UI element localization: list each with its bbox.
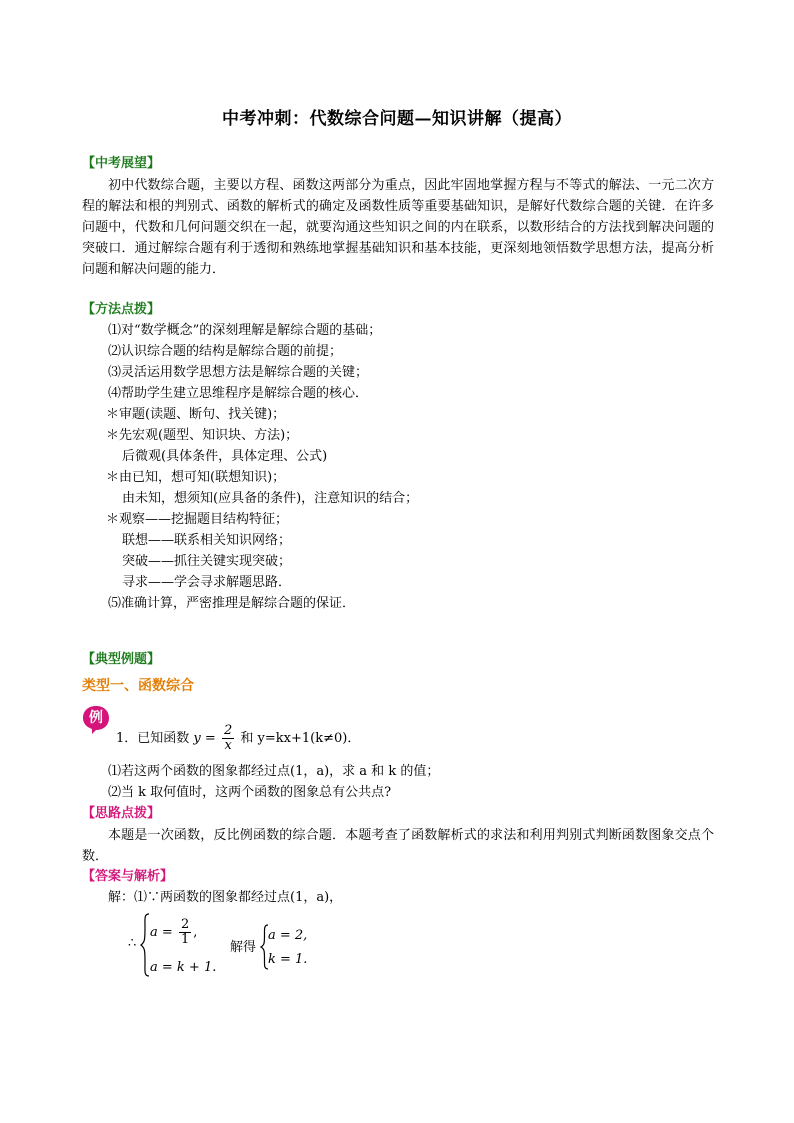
therefore-symbol: ∴ [128, 936, 137, 951]
system-one-row-two: a = k + 1. [150, 960, 217, 975]
method-line: ＊先宏观(题型、知识块、方法)； [106, 428, 299, 443]
problem-statement [116, 724, 360, 754]
fraction-denominator: x [224, 738, 232, 753]
outlook-paragraph: 初中代数综合题，主要以方程、函数这两部分为重点，因此牢固地掌握方程与不等式的解法、一元二次方程的解法和根的判别式、函数的解析式的确定及函数性质等重要基础知识，是解好代数综合题的关键．在许多问题中，代数和几何问题交织在一起，就要沟通这些知识之间的内在联系，以数形结合的方法找到解决问题的突破口．通过解综合题有利于透彻和熟练地掌握基础知识和基本技能，更深刻地领悟数学思想方法，提高分析问题和解决问题的能力． [82, 178, 714, 277]
sys1-denominator: 1 [180, 932, 190, 947]
method-line: 突破——抓往关键实现突破； [122, 554, 292, 569]
method-line: 后微观(具体条件，具体定理、公式) [122, 449, 328, 464]
examples-heading: 【典型例题】 [82, 652, 161, 667]
fraction-numerator: 2 [223, 723, 233, 738]
question-one: ⑴若这两个函数的图象都经过点(1，a)，求 a 和 k 的值； [108, 764, 440, 779]
method-line: ＊审题(读题、断句、找关键)； [106, 407, 286, 422]
method-line: ＊观察——挖掘题目结构特征； [106, 512, 289, 527]
method-line: ⑶灵活运用数学思想方法是解综合题的关键； [108, 365, 369, 380]
hint-text: 本题是一次函数，反比例函数的综合题．本题考查了函数解析式的求法和利用判别式判断函数图象交点个数． [82, 828, 714, 864]
system-two-row-one: a = 2, [268, 928, 308, 943]
method-line: 联想——联系相关知识网络； [122, 533, 292, 548]
left-brace-icon [140, 913, 150, 977]
problem-suffix: 和 y=kx+1(k≠0)． [240, 731, 361, 746]
method-line: 寻求——学会寻求解题思路． [122, 575, 292, 590]
system-two-row-two: k = 1. [268, 952, 308, 967]
problem-prefix: 1．已知函数 [116, 731, 190, 746]
sys1-eq: = [161, 925, 173, 940]
outlook-heading: 【中考展望】 [82, 156, 161, 171]
answer-line-one: 解：⑴∵两函数的图象都经过点(1，a)， [108, 890, 343, 905]
type-one-heading: 类型一、函数综合 [82, 678, 194, 694]
problem-y: y [193, 731, 201, 746]
solve-label: 解得 [230, 940, 257, 955]
method-line: 由未知，想须知(应具备的条件)，注意知识的结合； [122, 491, 419, 506]
methods-heading: 【方法点拨】 [82, 302, 161, 317]
answer-heading: 【答案与解析】 [82, 869, 174, 884]
sys1-numerator: 2 [180, 917, 190, 932]
sys1-a: a [150, 925, 158, 940]
system-one-row-one [150, 918, 197, 948]
method-line: ⑴对“数学概念”的深刻理解是解综合题的基础； [108, 323, 382, 338]
question-two: ⑵当 k 取何值时，这两个函数的图象总有公共点? [108, 785, 392, 800]
method-line: ＊由已知，想可知(联想知识)； [106, 470, 286, 485]
method-line: ⑵认识综合题的结构是解综合题的前提； [108, 344, 343, 359]
sys1-comma: , [193, 925, 198, 940]
method-line: ⑷帮助学生建立思维程序是解综合题的核心． [108, 386, 369, 401]
problem-eq: = [204, 731, 216, 746]
example-badge [82, 705, 110, 733]
method-line: ⑸准确计算，严密推理是解综合题的保证． [108, 596, 356, 611]
hint-heading: 【思路点拨】 [82, 806, 161, 821]
sys1-fraction [179, 918, 191, 947]
page-title: 中考冲刺：代数综合问题—知识讲解（提高） [222, 109, 572, 129]
problem-fraction [222, 724, 234, 753]
example-badge-label: 例 [89, 710, 103, 726]
